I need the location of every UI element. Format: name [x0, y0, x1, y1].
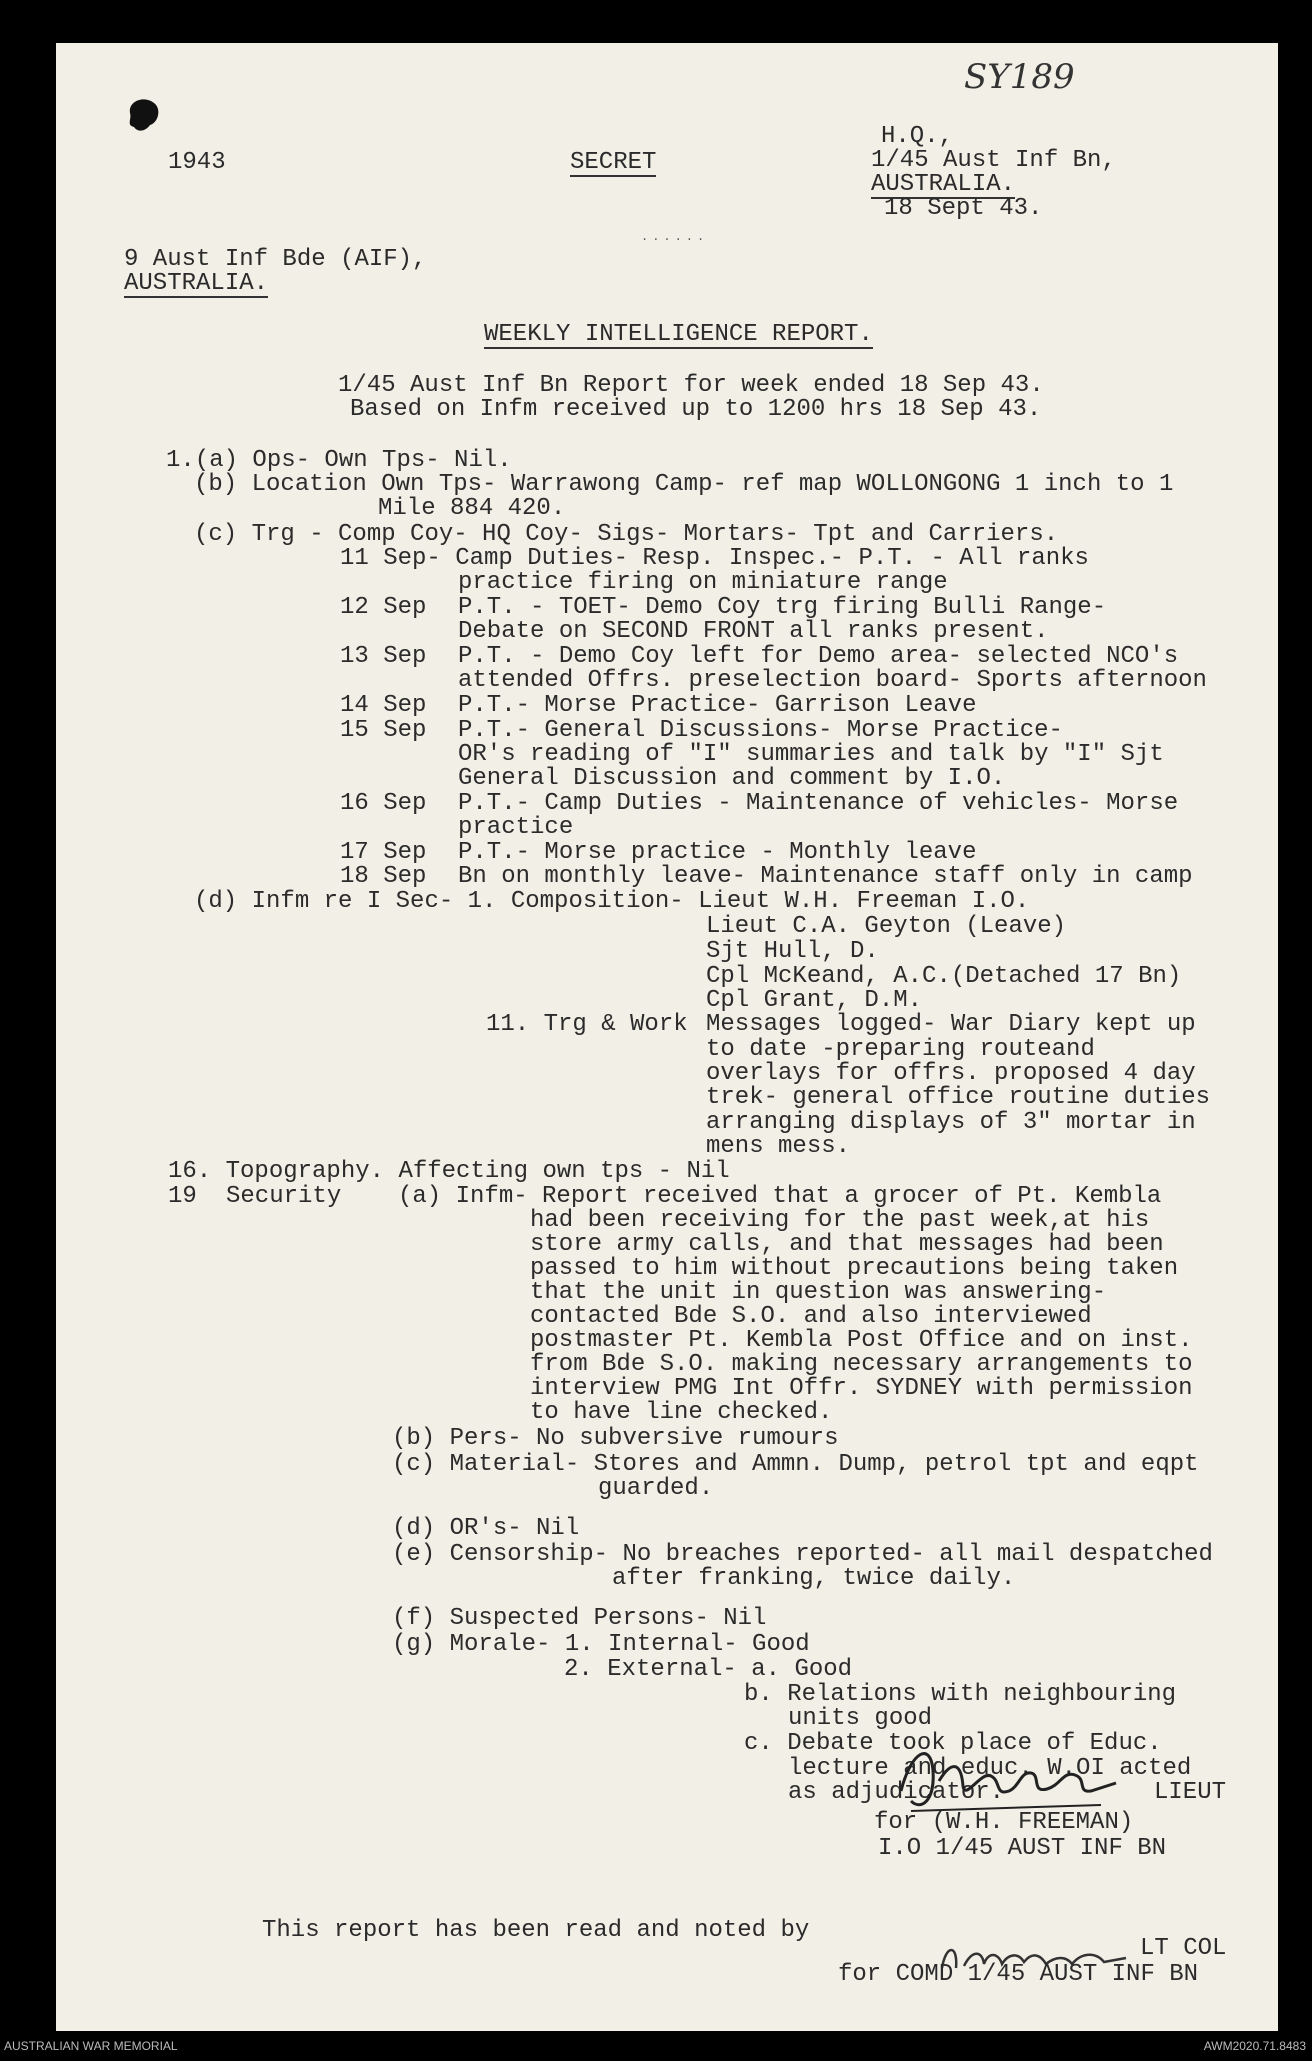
section-number: 19: [168, 1183, 197, 1210]
body-line: OR's reading of "I" summaries and talk by "I" Sjt: [458, 741, 1164, 768]
schedule-date: 18 Sep: [340, 863, 427, 890]
body-line: (c) Trg - Comp Coy- HQ Coy- Sigs- Mortars- Tpt and Carriers.: [194, 521, 1059, 548]
body-line: 16. Topography. Affecting own tps - Nil: [168, 1158, 730, 1185]
footer-source: AUSTRALIAN WAR MEMORIAL: [4, 2039, 178, 2053]
body-line: Cpl McKeand, A.C.(Detached 17 Bn): [706, 963, 1182, 990]
body-line: lecture and educ. W.OI acted: [788, 1755, 1192, 1782]
body-line: P.T.- Morse practice - Monthly leave: [458, 839, 977, 866]
body-line: (b) Pers- No subversive rumours: [392, 1425, 839, 1452]
body-line: 1.(a) Ops- Own Tps- Nil.: [166, 447, 512, 474]
noted-statement: This report has been read and noted by: [262, 1917, 810, 1944]
body-line: 11 Sep- Camp Duties- Resp. Inspec.- P.T. - All ranks: [340, 545, 1089, 572]
body-line: Bn on monthly leave- Maintenance staff only in camp: [458, 863, 1193, 890]
body-line: P.T.- Camp Duties - Maintenance of vehicles- Morse: [458, 790, 1179, 817]
schedule-date: 16 Sep: [340, 790, 427, 817]
body-line: attended Offrs. preselection board- Sports afternoon: [458, 667, 1207, 694]
body-line: practice firing on miniature range: [458, 569, 948, 596]
body-line: Messages logged- War Diary kept up: [706, 1011, 1196, 1038]
footer-reference: AWM2020.71.8483: [1203, 2039, 1306, 2053]
addressee-line-2: AUSTRALIA.: [124, 270, 269, 297]
signature-rank: LIEUT: [1154, 1779, 1227, 1806]
body-line: practice: [458, 814, 574, 841]
body-line: (b) Location Own Tps- Warrawong Camp- ref map WOLLONGONG 1 inch to 1: [194, 471, 1174, 498]
handwritten-doc-number: SY189: [964, 57, 1075, 97]
handwritten-signature: [891, 1731, 1131, 1821]
body-line: Cpl Grant, D.M.: [706, 987, 923, 1014]
body-line: b. Relations with neighbouring: [744, 1681, 1177, 1708]
body-line: (d) OR's- Nil: [392, 1515, 580, 1542]
noted-rank: LT COL: [1140, 1935, 1227, 1962]
year: 1943: [168, 149, 226, 176]
report-title: WEEKLY INTELLIGENCE REPORT.: [484, 321, 873, 348]
schedule-date: 17 Sep: [340, 839, 427, 866]
body-line: guarded.: [598, 1475, 714, 1502]
ink-blot: [124, 93, 164, 135]
body-line: after franking, twice daily.: [612, 1565, 1016, 1592]
body-line: (c) Material- Stores and Ammn. Dump, petrol tpt and eqpt: [392, 1451, 1199, 1478]
body-line: P.T. - Demo Coy left for Demo area- selected NCO's: [458, 643, 1179, 670]
body-line: Sjt Hull, D.: [706, 938, 879, 965]
body-line: (a) Infm- Report received that a grocer of Pt. Kembla: [398, 1183, 1162, 1210]
body-line: to date -preparing routeand: [706, 1036, 1095, 1063]
classification-heading: SECRET: [570, 149, 657, 176]
classification-dots: ......: [641, 230, 709, 244]
body-line: units good: [788, 1705, 933, 1732]
body-line: 2. External- a. Good: [564, 1656, 853, 1683]
from-line-2: 1/45 Aust Inf Bn,: [871, 147, 1116, 174]
body-line: (f) Suspected Persons- Nil: [392, 1605, 767, 1632]
body-line: had been receiving for the past week,at his: [530, 1207, 1150, 1234]
body-line: (e) Censorship- No breaches reported- all mail despatched: [392, 1541, 1213, 1568]
body-line: P.T.- General Discussions- Morse Practice-: [458, 717, 1063, 744]
body-line: passed to him without precautions being taken: [530, 1255, 1179, 1282]
schedule-date: 15 Sep: [340, 717, 427, 744]
body-line: (d) Infm re I Sec- 1. Composition- Lieut W.H. Freeman I.O.: [194, 888, 1030, 915]
body-line: postmaster Pt. Kembla Post Office and on inst.: [530, 1327, 1193, 1354]
body-line: that the unit in question was answering-: [530, 1279, 1107, 1306]
body-line: Mile 884 420.: [378, 495, 566, 522]
body-line: Debate on SECOND FRONT all ranks present.: [458, 618, 1049, 645]
body-line: (g) Morale- 1. Internal- Good: [392, 1631, 810, 1658]
subtitle-line-1: 1/45 Aust Inf Bn Report for week ended 18 Sep 43.: [338, 372, 1044, 399]
subtitle-line-2: Based on Infm received up to 1200 hrs 18 Sep 43.: [350, 396, 1042, 423]
body-line: store army calls, and that messages had been: [530, 1231, 1164, 1258]
body-line: from Bde S.O. making necessary arrangements to: [530, 1351, 1193, 1378]
body-line: Lieut C.A. Geyton (Leave): [706, 913, 1067, 940]
body-line: contacted Bde S.O. and also interviewed: [530, 1303, 1092, 1330]
schedule-date: 13 Sep: [340, 643, 427, 670]
from-line-3: AUSTRALIA.: [871, 171, 1016, 198]
from-line-1: H.Q.,: [881, 123, 954, 150]
noted-title: for COMD 1/45 AUST INF BN: [838, 1961, 1199, 1988]
body-line: as adjudicator.: [788, 1779, 1005, 1806]
body-line: overlays for offrs. proposed 4 day: [706, 1060, 1196, 1087]
signature-title: I.O 1/45 AUST INF BN: [878, 1835, 1167, 1862]
signature-name: for (W.H. FREEMAN): [874, 1809, 1134, 1836]
body-line: to have line checked.: [530, 1399, 833, 1426]
body-line: arranging displays of 3" mortar in: [706, 1109, 1196, 1136]
body-line: P.T. - TOET- Demo Coy trg firing Bulli Range-: [458, 594, 1107, 621]
section-label: Security: [226, 1183, 342, 1210]
schedule-date: 14 Sep: [340, 692, 427, 719]
section-label: 11. Trg & Work: [486, 1011, 688, 1038]
footer-bar: [0, 2031, 1312, 2061]
body-line: interview PMG Int Offr. SYDNEY with permission: [530, 1375, 1193, 1402]
body-line: trek- general office routine duties: [706, 1084, 1211, 1111]
document-page: [56, 43, 1278, 2031]
body-line: General Discussion and comment by I.O.: [458, 765, 1006, 792]
body-line: P.T.- Morse Practice- Garrison Leave: [458, 692, 977, 719]
body-line: mens mess.: [706, 1133, 851, 1160]
addressee-line-1: 9 Aust Inf Bde (AIF),: [124, 246, 427, 273]
from-date: 18 Sept 43.: [884, 195, 1043, 222]
body-line: c. Debate took place of Educ.: [744, 1730, 1162, 1757]
schedule-date: 12 Sep: [340, 594, 427, 621]
